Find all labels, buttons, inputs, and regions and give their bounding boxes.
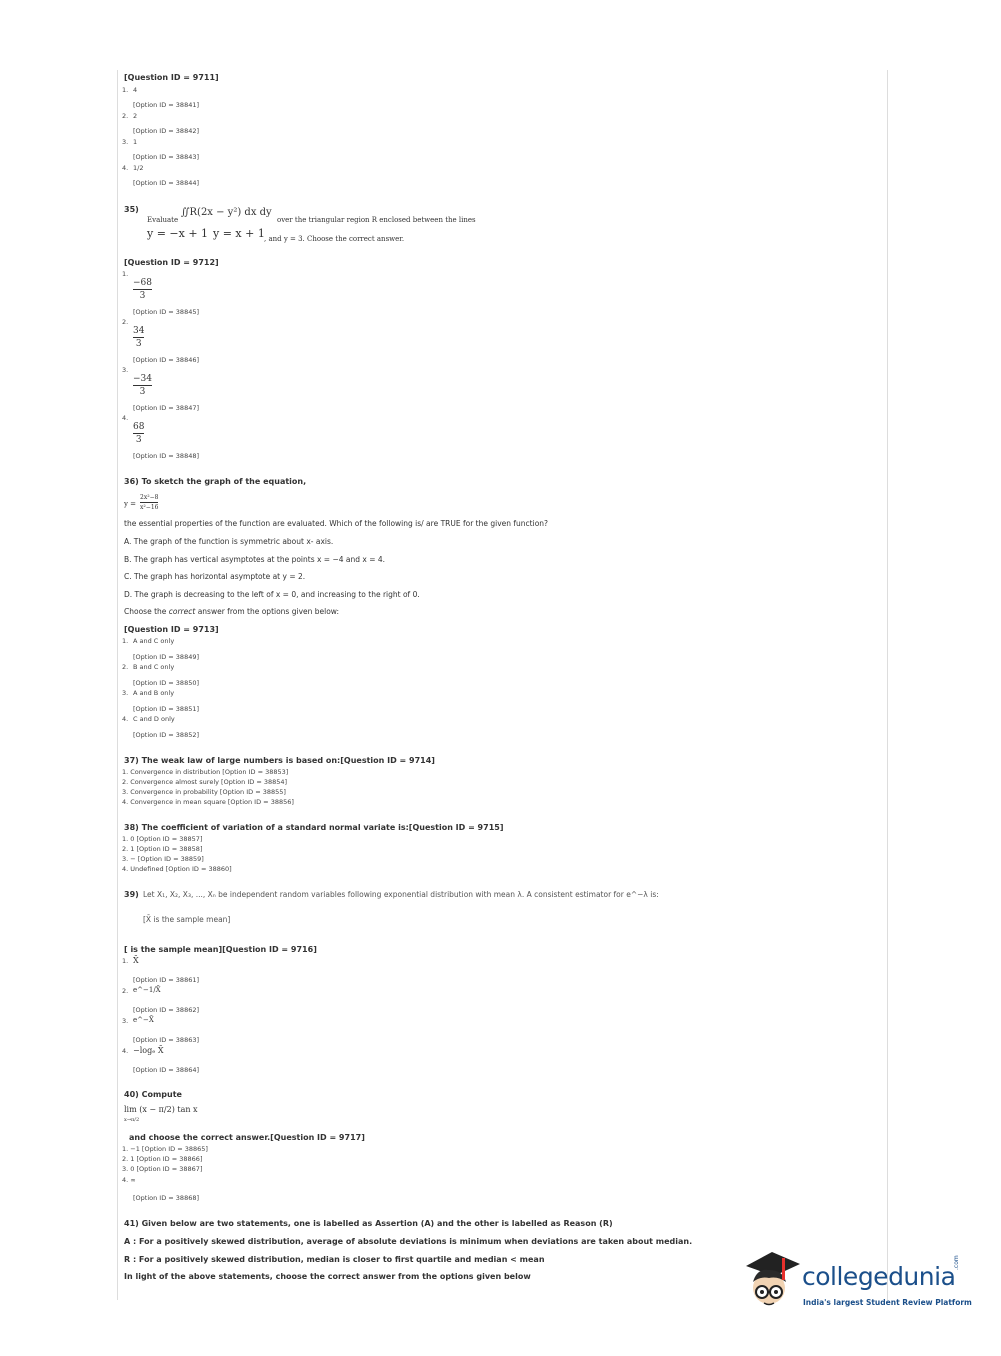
q39-question-id: [ is the sample mean][Question ID = 9716] <box>124 945 317 954</box>
q35-opt1-denominator: 3 <box>139 291 146 301</box>
q39-opt1-text: X̄ <box>133 956 139 965</box>
q38-title: 38) The coefficient of variation of a standard normal variate is:[Question ID = 9715] <box>124 823 504 832</box>
q39-opt1-num: 1. <box>122 957 129 965</box>
q39-text: Let X₁, X₂, X₃, ..., Xₙ be independent random variables following exponential distribution with mean λ. A consistent estimator for e^−λ is: <box>143 890 659 899</box>
q41-instruction: In light of the above statements, choose the correct answer from the options given below <box>124 1272 531 1281</box>
q39-number: 39) <box>124 890 139 899</box>
q37-opt4: 4. Convergence in mean square [Option ID = 38856] <box>122 798 294 806</box>
q41-assertion: A : For a positively skewed distribution, average of absolute deviations is minimum when deviations are taken about median. <box>124 1237 693 1246</box>
q36-eq-denominator: x²−16 <box>140 504 159 511</box>
q36-opt2-text: B and C only <box>133 663 175 671</box>
q39-opt3-text: e^−X̄ <box>133 1016 154 1024</box>
q40-limit-subscript: x→π/2 <box>124 1117 140 1123</box>
q35-number: 35) <box>124 205 139 214</box>
q39-opt4-id: [Option ID = 38864] <box>133 1066 200 1074</box>
logo-brand-text: collegedunia <box>802 1262 956 1291</box>
q39-opt1-id: [Option ID = 38861] <box>133 976 200 984</box>
q35-opt4-id: [Option ID = 38848] <box>133 452 200 460</box>
q34-opt2-num: 2. <box>122 112 129 120</box>
q34-question-id: [Question ID = 9711] <box>124 73 219 82</box>
q40-title: 40) Compute <box>124 1090 182 1099</box>
q34-opt2-id: [Option ID = 38842] <box>133 127 200 135</box>
q36-title: 36) To sketch the graph of the equation, <box>124 477 307 486</box>
q35-opt1-fraction <box>133 278 152 301</box>
q38-opt1: 1. 0 [Option ID = 38857] <box>122 835 203 843</box>
q39-opt2-text: e^−1/X̄ <box>133 986 161 994</box>
q34-opt4-num: 4. <box>122 164 129 172</box>
q35-integral: ∬R(2x − y²) dx dy <box>181 207 272 218</box>
q35-opt4-numerator: 68 <box>133 422 145 432</box>
q39-opt3-num: 3. <box>122 1017 129 1025</box>
q36-statement-c: C. The graph has horizontal asymptote at y = 2. <box>124 572 306 581</box>
q36-question-id: [Question ID = 9713] <box>124 625 219 634</box>
q35-question-id: [Question ID = 9712] <box>124 258 219 267</box>
q35-evaluate: Evaluate <box>147 216 179 224</box>
q36-choose-pre: Choose the <box>124 607 169 616</box>
q35-opt1-id: [Option ID = 38845] <box>133 308 200 316</box>
q35-opt2-num: 2. <box>122 318 129 326</box>
q36-choose-post: answer from the options given below: <box>195 607 340 616</box>
q36-opt4-id: [Option ID = 38852] <box>133 731 200 739</box>
q35-opt4-num: 4. <box>122 414 129 422</box>
q35-opt2-id: [Option ID = 38846] <box>133 356 200 364</box>
q39-opt4-text: −logₑ X̄ <box>133 1046 164 1055</box>
q35-opt2-numerator: 34 <box>133 326 145 336</box>
q35-opt2-fraction <box>133 326 144 349</box>
q37-title: 37) The weak law of large numbers is based on:[Question ID = 9714] <box>124 756 435 765</box>
q34-opt1-text: 4 <box>133 86 138 94</box>
q35-opt1-num: 1. <box>122 270 129 278</box>
q36-opt3-id: [Option ID = 38851] <box>133 705 200 713</box>
q36-eq-y: y = <box>124 500 137 508</box>
q35-opt4-fraction <box>133 422 144 445</box>
q35-opt4-denominator: 3 <box>135 435 142 445</box>
q35-line1: y = −x + 1 <box>147 227 209 240</box>
q35-opt1-numerator: −68 <box>133 278 152 288</box>
q39-note: [X̄ is the sample mean] <box>143 915 231 924</box>
q36-statement-b: B. The graph has vertical asymptotes at the points x = −4 and x = 4. <box>124 555 386 564</box>
q34-opt3-text: 1 <box>133 138 138 146</box>
q38-opt3: 3. − [Option ID = 38859] <box>122 855 204 863</box>
q35-opt3-fraction <box>133 374 152 397</box>
q36-equation-fraction <box>140 494 158 511</box>
q34-opt4-text: 1/2 <box>133 164 144 172</box>
q34-opt2-text: 2 <box>133 112 138 120</box>
logo-suffix-text: .com <box>953 1255 960 1270</box>
q35-opt2-denominator: 3 <box>135 339 142 349</box>
q36-opt1-num: 1. <box>122 637 129 645</box>
q36-opt3-text: A and B only <box>133 689 175 697</box>
q36-opt1-id: [Option ID = 38849] <box>133 653 200 661</box>
q36-intro: the essential properties of the function are evaluated. Which of the following is/ are TRUE for the given function? <box>124 519 549 528</box>
q41-reason: R : For a positively skewed distribution, median is closer to first quartile and median < mean <box>124 1255 545 1264</box>
fraction-bar <box>140 502 158 503</box>
q35-opt3-numerator: −34 <box>133 374 152 384</box>
q35-line2: y = x + 1 <box>213 227 265 240</box>
q40-opt4: 4. ∞ <box>122 1176 136 1184</box>
q36-statement-d: D. The graph is decreasing to the left of x = 0, and increasing to the right of 0. <box>124 590 420 599</box>
q36-choose-em: correct <box>168 607 196 616</box>
q40-opt1: 1. −1 [Option ID = 38865] <box>122 1145 208 1153</box>
q36-opt4-text: C and D only <box>133 715 175 723</box>
q39-opt4-num: 4. <box>122 1047 129 1055</box>
q37-opt2: 2. Convergence almost surely [Option ID = 38854] <box>122 778 288 786</box>
q40-limit: lim (x − π/2) tan x <box>124 1105 198 1114</box>
q40-opt3: 3. 0 [Option ID = 38867] <box>122 1165 203 1173</box>
q35-opt3-id: [Option ID = 38847] <box>133 404 200 412</box>
q36-opt2-num: 2. <box>122 663 129 671</box>
q39-opt2-num: 2. <box>122 987 129 995</box>
q35-condition: , and y = 3. Choose the correct answer. <box>264 235 405 243</box>
q34-opt1-num: 1. <box>122 86 129 94</box>
q34-opt3-num: 3. <box>122 138 129 146</box>
q35-opt3-denominator: 3 <box>139 387 146 397</box>
q40-opt4-id: [Option ID = 38868] <box>133 1194 200 1202</box>
q39-opt2-id: [Option ID = 38862] <box>133 1006 200 1014</box>
q35-opt3-num: 3. <box>122 366 129 374</box>
q40-choose: and choose the correct answer.[Question ID = 9717] <box>129 1133 365 1142</box>
fraction-bar <box>133 289 152 290</box>
graduate-mascot-icon <box>742 1250 802 1320</box>
q36-opt2-id: [Option ID = 38850] <box>133 679 200 687</box>
q35-region-text: over the triangular region R enclosed between the lines <box>277 216 476 224</box>
logo-tagline: India's largest Student Review Platform <box>803 1298 972 1307</box>
q41-title: 41) Given below are two statements, one is labelled as Assertion (A) and the other is labelled as Reason (R) <box>124 1219 613 1228</box>
q38-opt2: 2. 1 [Option ID = 38858] <box>122 845 203 853</box>
fraction-bar <box>133 433 144 434</box>
q34-opt4-id: [Option ID = 38844] <box>133 179 200 187</box>
q36-opt3-num: 3. <box>122 689 129 697</box>
q37-opt3: 3. Convergence in probability [Option ID = 38855] <box>122 788 286 796</box>
q36-choose <box>124 607 339 616</box>
q36-opt4-num: 4. <box>122 715 129 723</box>
q36-eq-numerator: 2x²−8 <box>140 494 159 501</box>
fraction-bar <box>133 337 144 338</box>
q36-statement-a: A. The graph of the function is symmetric about x- axis. <box>124 537 334 546</box>
q34-opt3-id: [Option ID = 38843] <box>133 153 200 161</box>
page-frame <box>117 70 888 1300</box>
q34-opt1-id: [Option ID = 38841] <box>133 101 200 109</box>
q36-opt1-text: A and C only <box>133 637 175 645</box>
collegedunia-logo <box>742 1250 972 1320</box>
fraction-bar <box>133 385 152 386</box>
q37-opt1: 1. Convergence in distribution [Option ID = 38853] <box>122 768 289 776</box>
q38-opt4: 4. Undefined [Option ID = 38860] <box>122 865 232 873</box>
q39-opt3-id: [Option ID = 38863] <box>133 1036 200 1044</box>
q40-opt2: 2. 1 [Option ID = 38866] <box>122 1155 203 1163</box>
